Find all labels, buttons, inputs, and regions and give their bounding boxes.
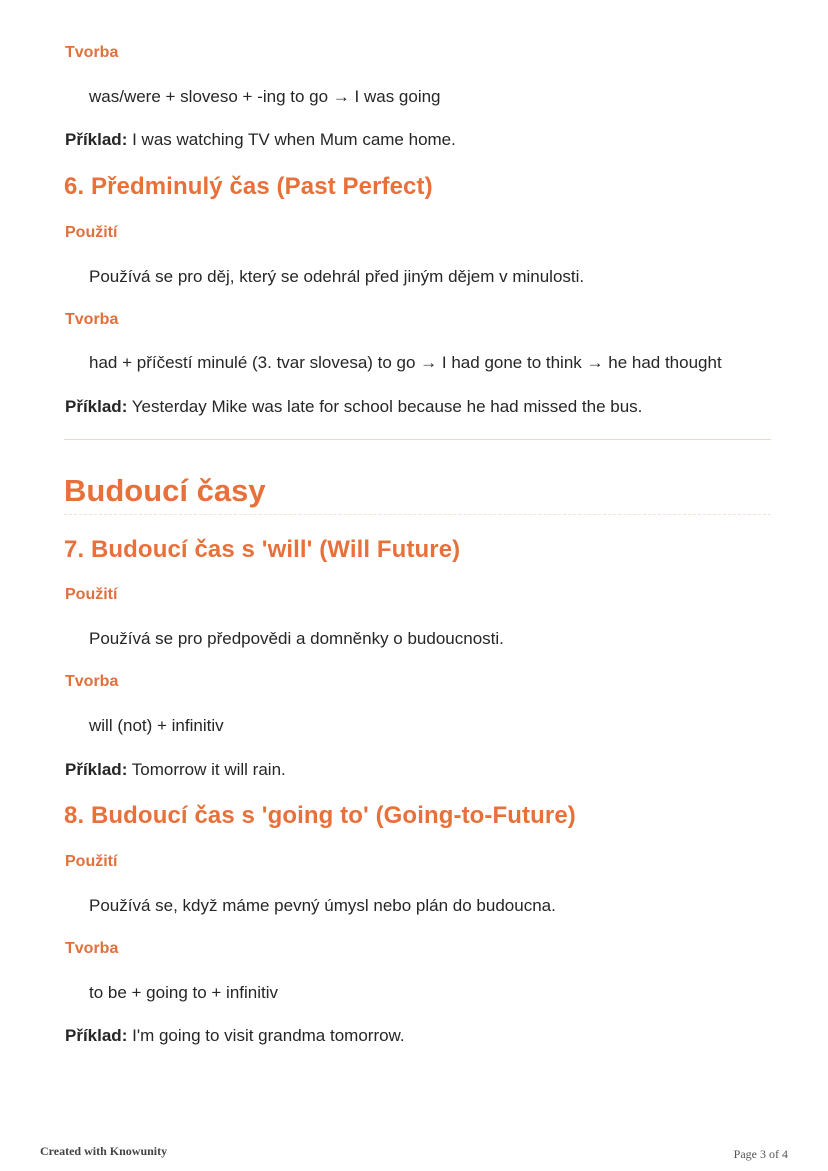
section-heading-will-future: 7. Budoucí čas s 'will' (Will Future) <box>64 536 461 563</box>
page-section-title: Budoucí časy <box>64 473 266 508</box>
example-text: I was watching TV when Mum came home. <box>132 130 456 149</box>
form-text: had + příčestí minulé (3. tvar slovesa) to go → I had gone to think → he had thought <box>89 353 722 372</box>
example-text: Yesterday Mike was late for school because he had missed the bus. <box>131 397 643 416</box>
section-title-underline <box>64 514 771 515</box>
footer-page-number: Page 3 of 4 <box>733 1147 788 1161</box>
usage-text: Používá se pro předpovědi a domněnky o budoucnosti. <box>89 629 504 648</box>
footer-created-with: Created with Knowunity <box>40 1144 168 1158</box>
usage-label: Použití <box>65 586 118 603</box>
form-label: Tvorba <box>65 311 119 328</box>
example-line <box>65 397 642 417</box>
example-label: Příklad: <box>65 130 128 149</box>
form-text: to be + going to + infinitiv <box>89 983 279 1002</box>
form-text: will (not) + infinitiv <box>89 716 224 735</box>
form-label: Tvorba <box>65 940 119 957</box>
example-line <box>65 1026 405 1046</box>
example-label: Příklad: <box>65 760 128 779</box>
usage-label: Použití <box>65 853 118 870</box>
form-label: Tvorba <box>65 673 119 690</box>
example-label: Příklad: <box>65 1026 128 1045</box>
form-label: Tvorba <box>65 44 119 61</box>
example-text: I'm going to visit grandma tomorrow. <box>132 1026 405 1045</box>
usage-text: Používá se pro děj, který se odehrál před jiným dějem v minulosti. <box>89 267 585 286</box>
usage-text: Používá se, když máme pevný úmysl nebo plán do budoucna. <box>89 896 556 915</box>
example-label: Příklad: <box>65 397 128 416</box>
usage-label: Použití <box>65 224 118 241</box>
example-text: Tomorrow it will rain. <box>131 760 286 779</box>
section-heading-going-to-future: 8. Budoucí čas s 'going to' (Going-to-Future) <box>64 802 576 829</box>
example-line <box>65 760 286 780</box>
form-text: was/were + sloveso + -ing to go → I was going <box>89 87 441 106</box>
example-line <box>65 130 456 150</box>
section-divider <box>64 439 771 440</box>
section-heading-past-perfect: 6. Předminulý čas (Past Perfect) <box>64 173 433 200</box>
